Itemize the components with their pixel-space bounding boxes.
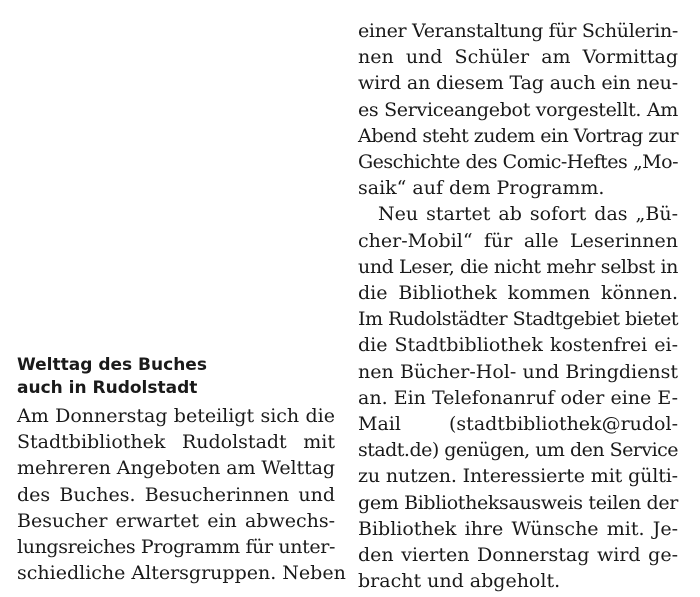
- text-line: den vierten Donnerstag wird ge-: [358, 544, 678, 567]
- text-line: nen Bücher-Hol- und Bringdienst: [358, 360, 678, 383]
- text-line: Neu startet ab sofort das „Bü-: [378, 203, 678, 226]
- text-line: lungsreiches Programm für unter-: [17, 536, 335, 559]
- text-line: es Serviceangebot vorgestellt. Am: [358, 98, 678, 121]
- text-line: zu nutzen. Interessierte mit gülti-: [358, 465, 678, 488]
- text-line: cher-Mobil“ für alle Leserinnen: [358, 229, 678, 252]
- text-line: gem Bibliotheksausweis teilen der: [358, 491, 678, 514]
- text-line: die Stadtbibliothek kostenfrei ei-: [358, 334, 678, 357]
- text-line: saik“ auf dem Programm.: [358, 177, 605, 200]
- text-line: einer Veranstaltung für Schülerin-: [358, 20, 678, 42]
- text-line: wird an diesem Tag auch ein neu-: [358, 72, 678, 95]
- text-line: bracht und abgeholt.: [358, 570, 561, 593]
- event-paragraph-continued: [358, 18, 678, 201]
- headline-line: Welttag des Buches: [17, 355, 207, 375]
- text-line: und Leser, die nicht mehr selbst in: [358, 255, 678, 278]
- headline-line: auch in Rudolstadt: [17, 378, 198, 398]
- article-headline: [17, 354, 335, 400]
- text-line: die Bibliothek kommen können.: [358, 282, 678, 305]
- text-line: Besucher erwartet ein abwechs-: [17, 509, 335, 532]
- text-line: Am Donnerstag beteiligt sich die: [17, 405, 335, 427]
- text-line: stadt.de) genügen, um den Service: [358, 439, 678, 462]
- text-line: an. Ein Telefonanruf oder eine E-: [358, 386, 678, 409]
- intro-paragraph: [17, 403, 346, 586]
- text-line: Stadtbibliothek Rudolstadt mit: [17, 431, 335, 454]
- text-line: Mail (stadtbibliothek@rudol-: [358, 413, 678, 436]
- left-column: [17, 354, 346, 586]
- text-line: Bibliothek ihre Wünsche mit. Je-: [358, 517, 678, 540]
- text-line: schiedliche Altersgruppen. Neben: [17, 562, 346, 585]
- text-line: mehreren Angeboten am Welttag: [17, 457, 335, 480]
- buecher-mobil-paragraph: [358, 201, 678, 594]
- text-line: des Buches. Besucherinnen und: [17, 483, 335, 506]
- text-line: Geschichte des Comic-Heftes „Mo-: [358, 151, 678, 174]
- text-line: nen und Schüler am Vormittag: [358, 46, 678, 69]
- right-column: [358, 18, 678, 594]
- text-line: Abend steht zudem ein Vortrag zur: [358, 124, 678, 147]
- text-line: Im Rudolstädter Stadtgebiet bietet: [358, 308, 678, 331]
